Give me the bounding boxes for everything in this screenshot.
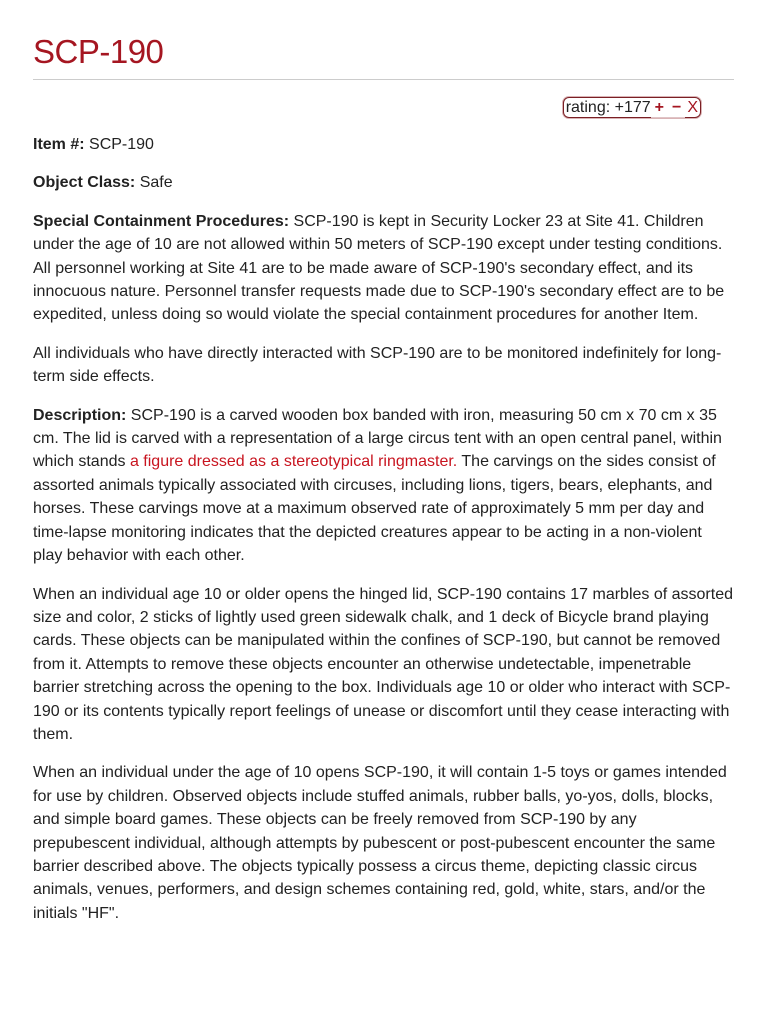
object-class-label: Object Class: (33, 174, 136, 192)
ringmaster-link[interactable]: a figure dressed as a stereotypical ringmaster. (129, 453, 458, 471)
description-label: Description: (33, 406, 127, 424)
object-class-paragraph (33, 171, 734, 194)
article-body (33, 133, 734, 925)
object-class-value: Safe (139, 174, 173, 192)
item-number-paragraph (33, 133, 734, 156)
containment-paragraph (33, 210, 734, 327)
item-number-value: SCP-190 (89, 136, 154, 153)
upvote-button[interactable]: + (651, 98, 668, 118)
description-text: SCP-190 is a carved wooden box banded with iron, measuring 50 cm x 70 cm x 35 cm. The lid is carved with a representation of a large circus tent with an open central panel, within which stands (33, 406, 722, 471)
description-paragraph (33, 404, 734, 568)
cancel-vote-button[interactable]: X (687, 99, 698, 116)
rating-module (563, 97, 701, 118)
child-contents-paragraph: When an individual under the age of 10 opens SCP-190, it will contain 1-5 toys or games intended for use by children. Observed objects include stuffed animals, rubber balls, yo-yos, dolls, blocks, and simple board games. These objects can be freely removed from SCP-190 by any prepubescent individual, although attempts by pubescent or post-pubescent encounter the same barrier described above. The objects typically possess a circus theme, depicting classic circus animals, venues, performers, and design schemes containing red, gold, white, stars, and/or the initials "HF". (33, 764, 727, 922)
rating-value: rating: +177 (565, 99, 651, 116)
downvote-button[interactable]: − (668, 98, 685, 118)
description-text-continued: The carvings on the sides consist of assorted animals typically associated with circuses, including lions, tigers, bears, elephants, and horses. These carvings move at a maximum observed rate of approximately 5 mm per day and time-lapse monitoring indicates that the depicted creatures appear to be acting in a non-violent play behavior with each other. (33, 453, 716, 565)
item-number-label: Item #: (33, 136, 85, 153)
containment-text: SCP-190 is kept in Security Locker 23 at Site 41. Children under the age of 10 are not allowed within 50 meters of SCP-190 except under testing conditions. All personnel working at Site 41 are to be made aware of SCP-190's secondary effect, and its innocuous nature. Personnel transfer requests made due to SCP-190's secondary effect are to be expedited, unless doing so would violate the special containment procedures for another Item. (33, 212, 725, 324)
containment-label: Special Containment Procedures: (33, 212, 290, 230)
adult-contents-paragraph: When an individual age 10 or older opens the hinged lid, SCP-190 contains 17 marbles of assorted size and color, 2 sticks of lightly used green sidewalk chalk, and 1 deck of Bicycle brand playing cards. These objects can be manipulated within the confines of SCP-190, but cannot be removed from it. Attempts to remove these objects encounter an otherwise undetectable, impenetrable barrier stretching across the opening to the box. Individuals age 10 or older who interact with SCP-190 or its contents typically report feelings of unease or discomfort until they cease interacting with them. (33, 585, 733, 743)
monitoring-paragraph: All individuals who have directly interacted with SCP-190 are to be monitored indefinitely for long-term side effects. (33, 344, 722, 386)
page-title: SCP-190 (33, 33, 164, 70)
title-divider (33, 79, 734, 80)
rating-row (33, 97, 734, 118)
